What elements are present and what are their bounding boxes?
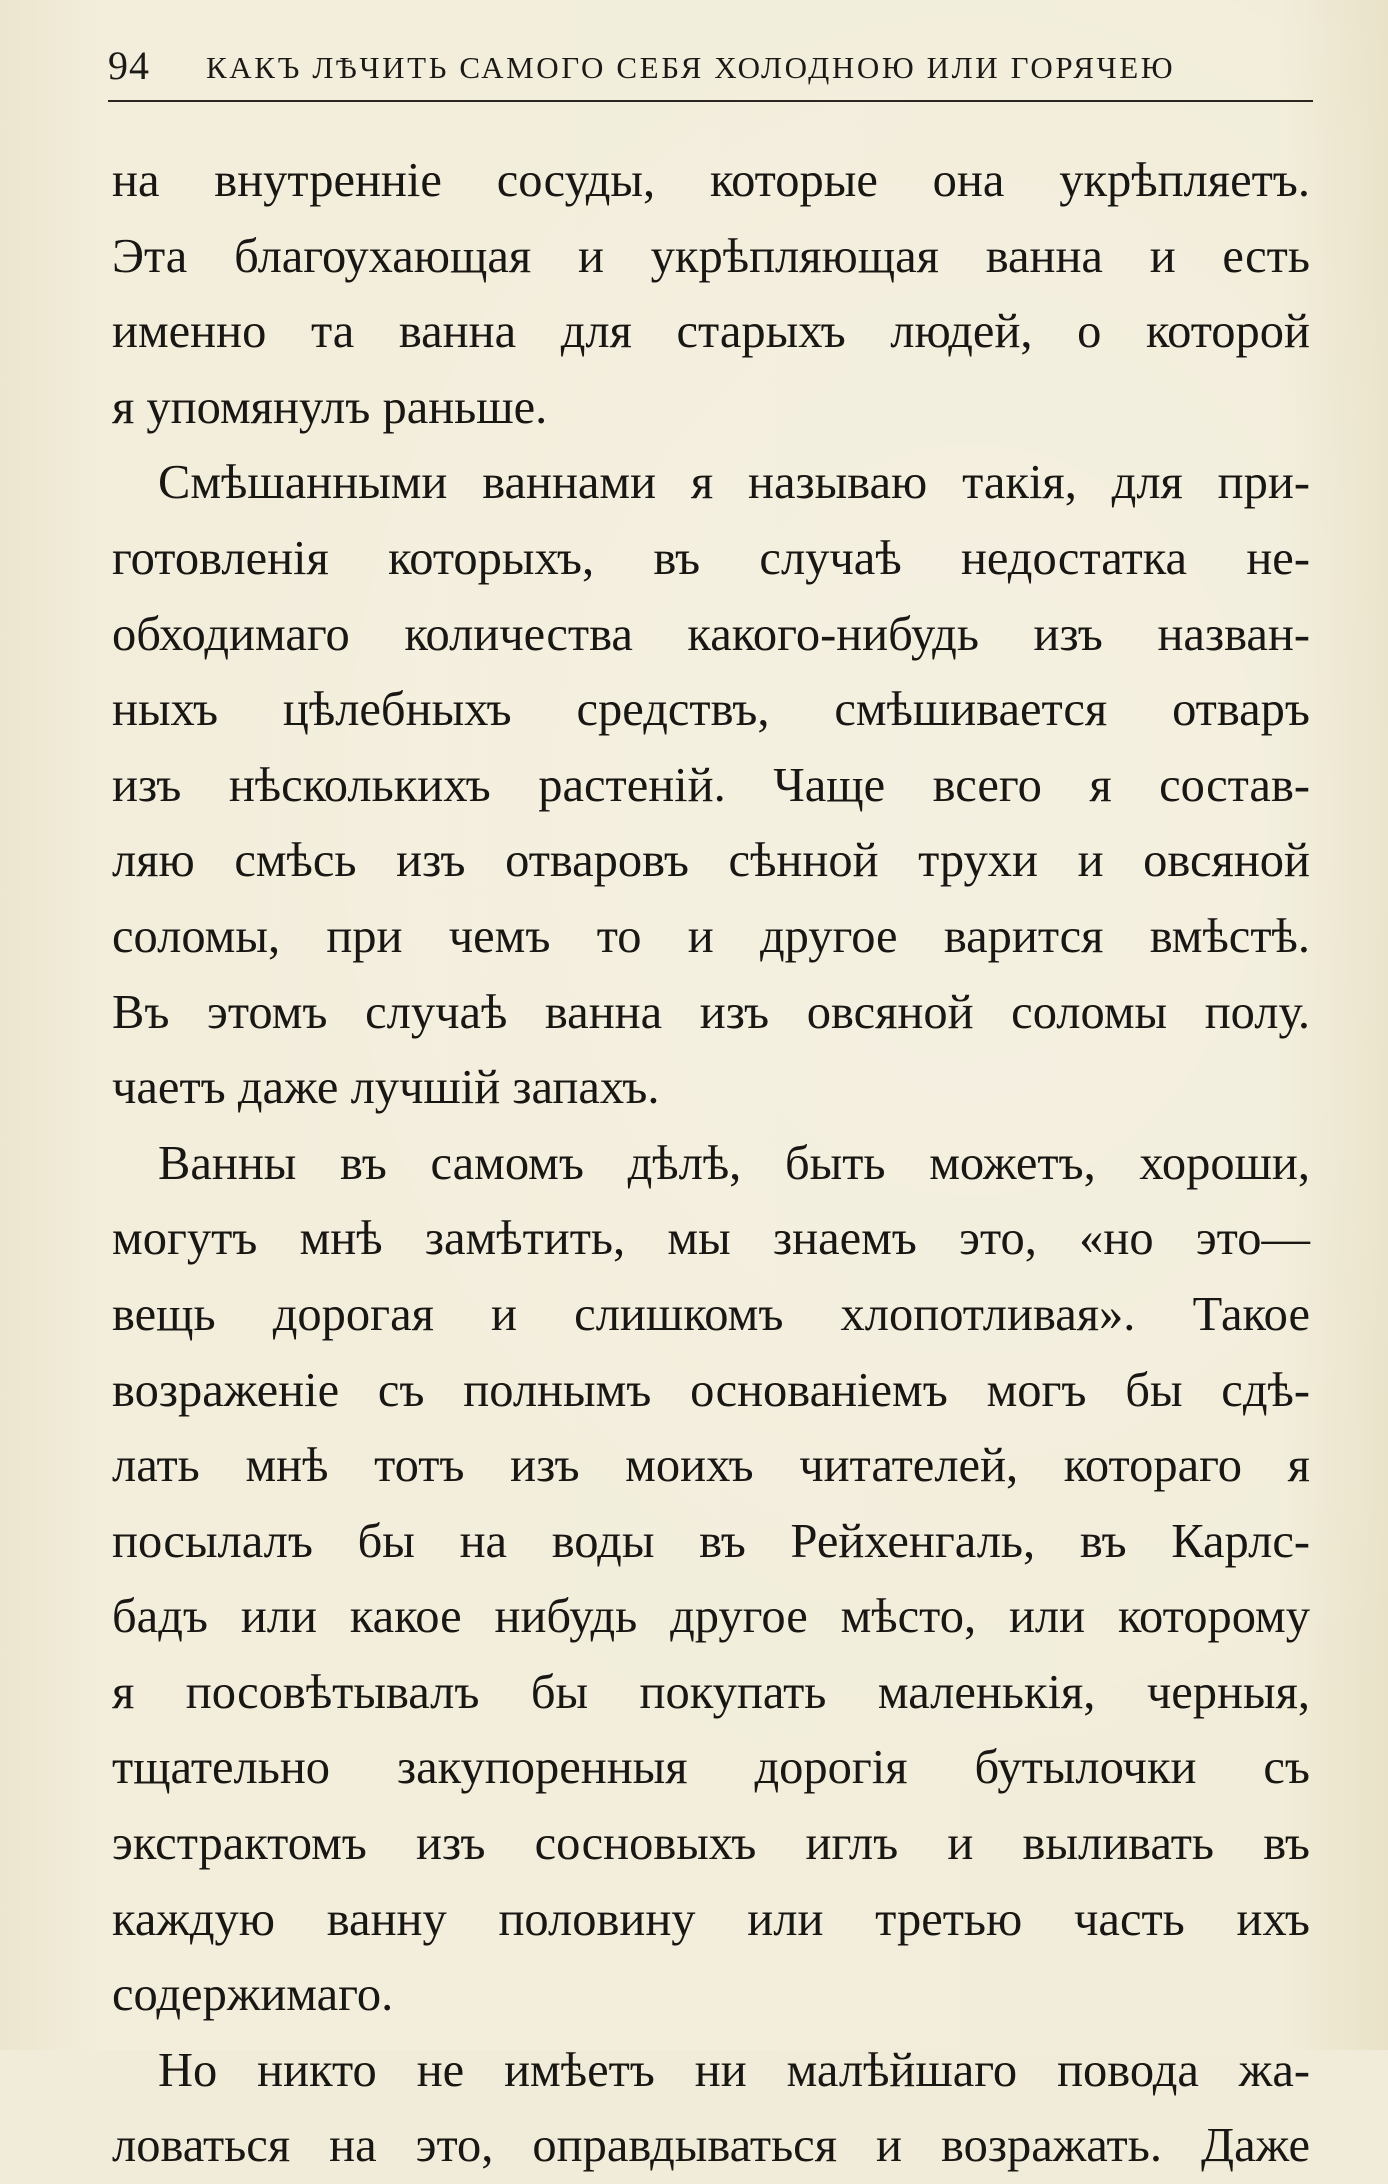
text-line: обходимаго количества какого-нибудь изъ назван- [112, 607, 1310, 661]
text-line: содержимаго. [112, 1968, 394, 2022]
text-line: ляю смѣсь изъ отваровъ сѣнной трухи и овсяной [112, 834, 1310, 888]
body-text [112, 143, 1310, 2184]
text-line: ловаться на это, оправдываться и возражать. Даже [112, 2119, 1310, 2173]
running-title: КАКЪ ЛѢЧИТЬ САМОГО СЕБЯ ХОЛОДНОЮ ИЛИ ГОРЯЧЕЮ [206, 50, 1176, 85]
text-line: я упомянулъ раньше. [112, 380, 548, 434]
text-line: Ванны въ самомъ дѣлѣ, быть можетъ, хороши, [158, 1136, 1310, 1190]
text-line: бадъ или какое нибудь другое мѣсто, или которому [112, 1590, 1310, 1644]
text-line: готовленiя которыхъ, въ случаѣ недостатка не- [112, 531, 1310, 585]
text-line: тщательно закупоренныя дорогiя бутылочки съ [112, 1741, 1310, 1795]
text-line: изъ нѣсколькихъ растенiй. Чаще всего я состав- [112, 758, 1310, 812]
running-head [108, 44, 1313, 102]
text-line: я посовѣтывалъ бы покупать маленькiя, черныя, [112, 1665, 1310, 1719]
text-line: Смѣшанными ваннами я называю такiя, для при- [158, 456, 1310, 510]
text-line: экстрактомъ изъ сосновыхъ иглъ и выливать въ [112, 1817, 1310, 1871]
text-line: на внутреннiе сосуды, которые она укрѣпляетъ. [112, 154, 1310, 207]
text-line: Но никто не имѣетъ ни малѣйшаго повода жа- [158, 2043, 1310, 2097]
text-line: посылалъ бы на воды въ Рейхенгаль, въ Карлс- [112, 1514, 1310, 1568]
text-line: вещь дорогая и слишкомъ хлопотливая». Такое [112, 1287, 1310, 1341]
text-line: возраженiе съ полнымъ основанiемъ могъ бы сдѣ- [112, 1363, 1310, 1417]
text-line: каждую ванну половину или третью часть ихъ [112, 1892, 1310, 1946]
text-line: чаетъ даже лучшiй запахъ. [112, 1061, 660, 1115]
text-line: Въ этомъ случаѣ ванна изъ овсяной соломы полу. [112, 985, 1310, 1039]
page-number: 94 [108, 43, 150, 88]
text-line: лать мнѣ тотъ изъ моихъ читателей, котораго я [112, 1439, 1310, 1493]
text-line: именно та ванна для старыхъ людей, о которой [112, 305, 1310, 359]
text-line: ныхъ цѣлебныхъ средствъ, смѣшивается отваръ [112, 683, 1310, 737]
text-line: соломы, при чемъ то и другое варится вмѣстѣ. [112, 909, 1310, 963]
text-line: могутъ мнѣ замѣтить, мы знаемъ это, «но это— [112, 1212, 1310, 1266]
text-line: Эта благоухающая и укрѣпляющая ванна и есть [112, 229, 1310, 283]
